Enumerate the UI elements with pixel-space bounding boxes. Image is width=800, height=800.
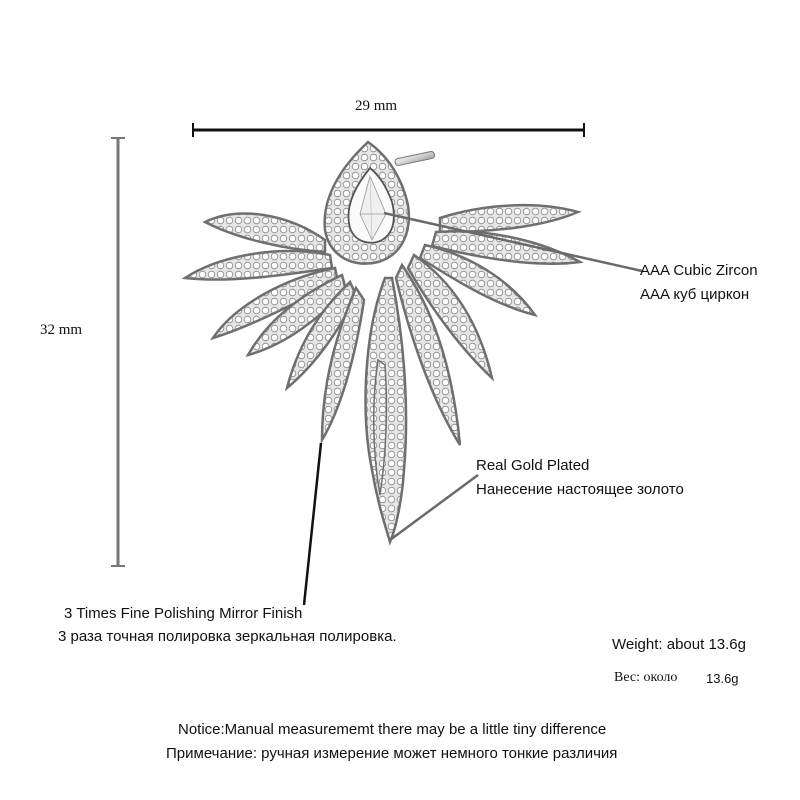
earring-post	[394, 151, 435, 166]
notice-text-ru: Примечание: ручная измерение может немного тонкие различия	[166, 745, 618, 762]
width-dimension-label: 29 mm	[355, 98, 398, 114]
polish-label-ru: 3 раза точная полировка зеркальная полировка.	[58, 628, 397, 645]
gold-label-en: Real Gold Plated	[476, 457, 590, 474]
notice-text-en: Notice:Manual measurememt there may be a little tiny difference	[178, 721, 607, 738]
width-dimension-line	[193, 123, 584, 137]
height-dimension-label: 32 mm	[40, 322, 83, 338]
polish-leader-line	[304, 443, 321, 605]
weight-value-ru: 13.6g	[706, 671, 739, 686]
height-dimension-line	[111, 138, 125, 566]
zircon-label-en: AAA Cubic Zircon	[640, 262, 758, 279]
polish-label-en: 3 Times Fine Polishing Mirror Finish	[64, 605, 303, 622]
leaf	[205, 214, 325, 252]
weight-label-en: Weight: about 13.6g	[612, 636, 746, 653]
leaf	[440, 205, 578, 232]
gold-label-ru: Нанесение настоящее золото	[476, 481, 684, 498]
zircon-label-ru: AAA куб циркон	[640, 286, 750, 303]
weight-label-ru: Вес: около	[614, 670, 678, 685]
